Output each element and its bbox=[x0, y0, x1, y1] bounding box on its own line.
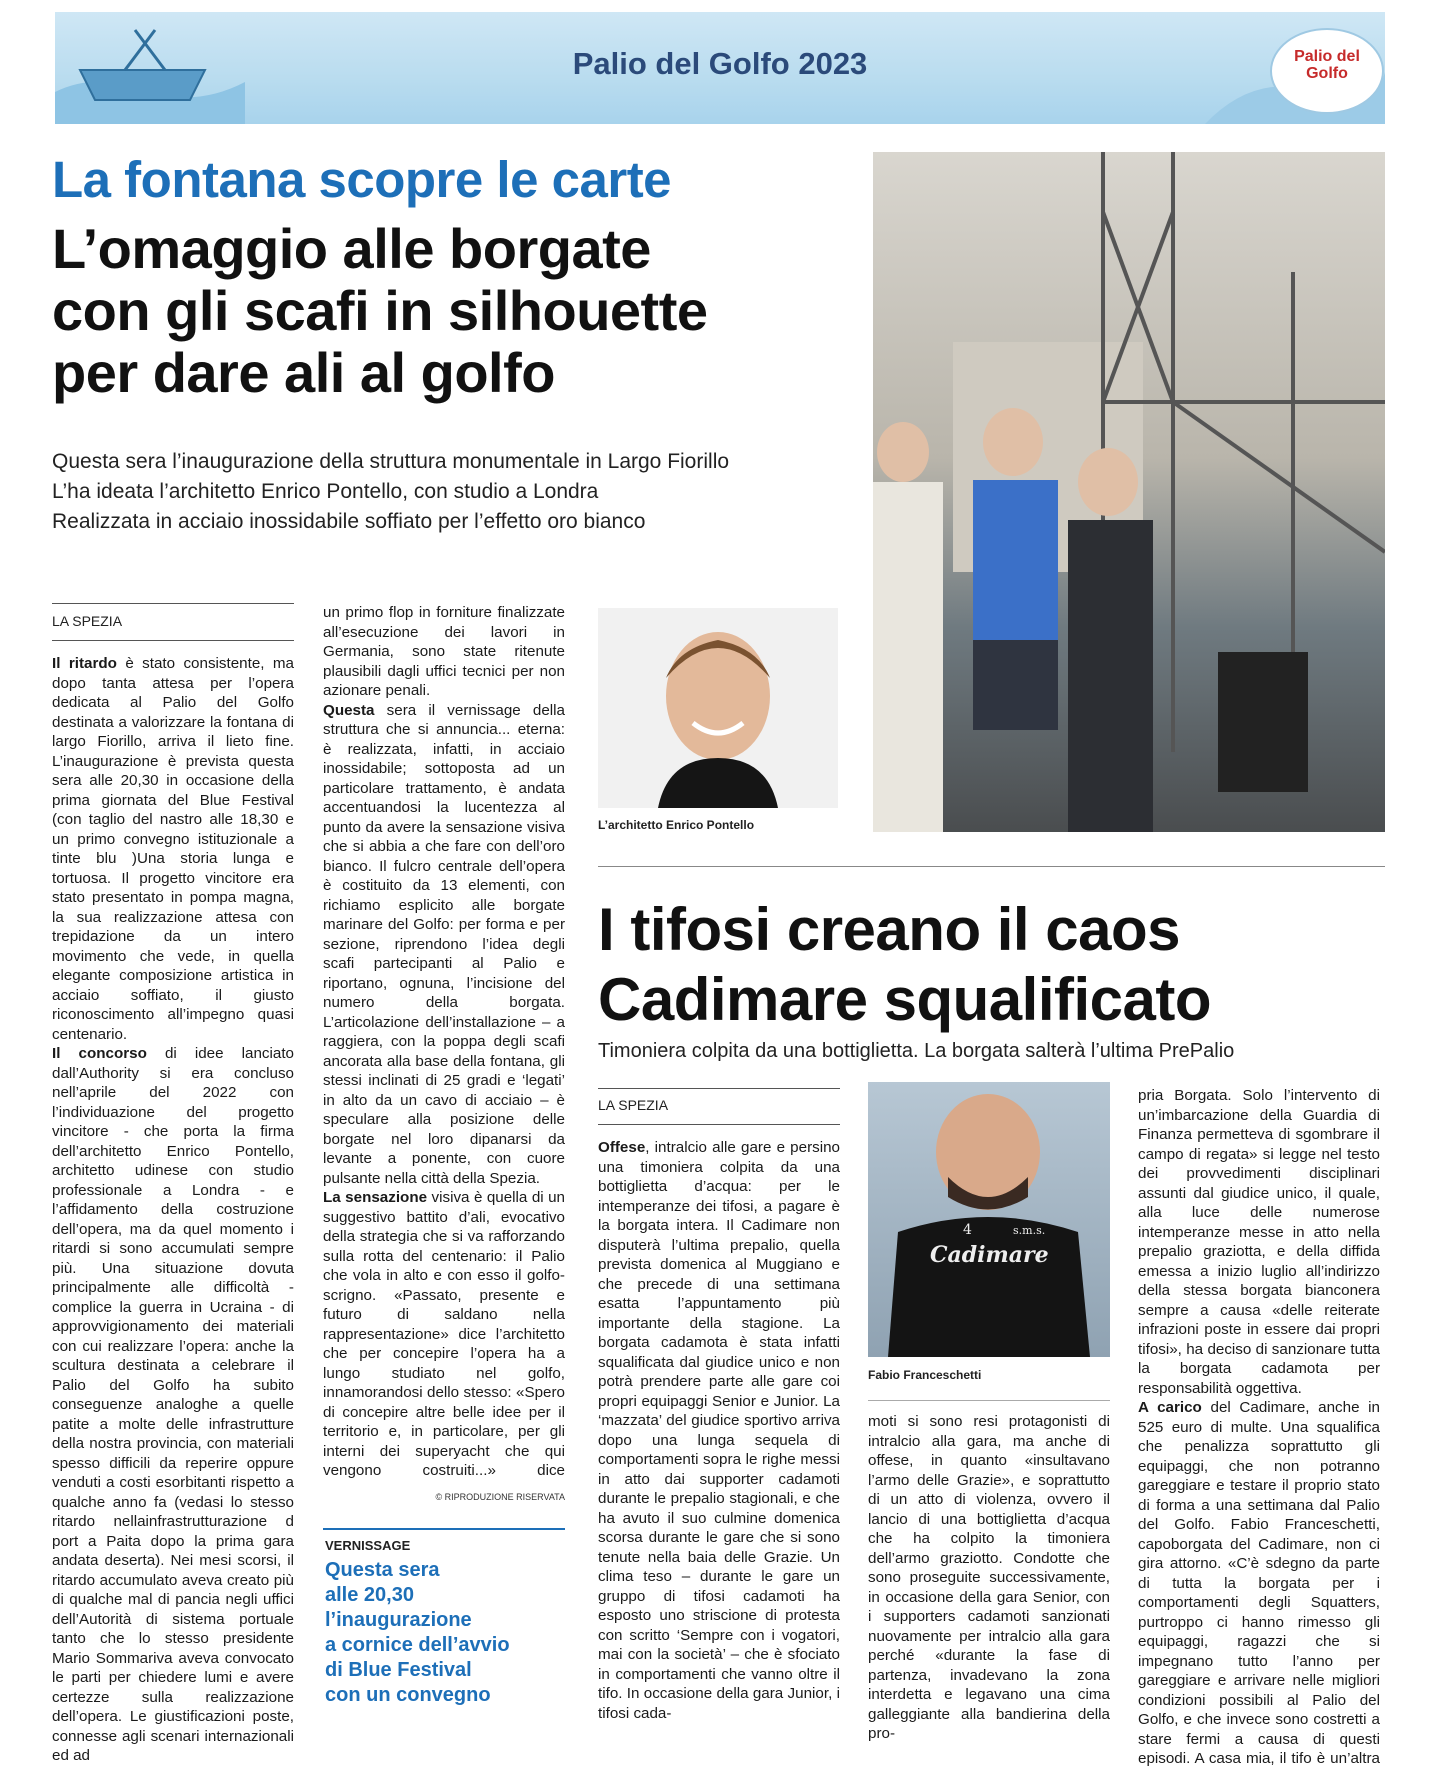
vernissage-box bbox=[325, 1558, 565, 1708]
headline-line: Cadimare squalificato bbox=[598, 966, 1212, 1033]
shirt-number: 4 bbox=[963, 1222, 972, 1238]
lead-in: Il ritardo bbox=[52, 655, 117, 672]
headline-line: I tifosi creano il caos bbox=[598, 896, 1181, 963]
article-divider bbox=[598, 866, 1385, 867]
lead-in: La sensazione bbox=[323, 1189, 428, 1206]
sub-line: L’ha ideata l’architetto Enrico Pontello, con studio a Londra bbox=[52, 480, 599, 503]
article1-subheadline bbox=[52, 447, 842, 537]
section-header-band bbox=[55, 12, 1385, 124]
body-text: , intralcio alle gare e persino una timoniera colpita da una bottiglietta d’acqua: per le intemperanze dei tifosi, a pagare è la borgata intera. Il Cadimare non disputerà l’ultima prepalio, quella prevista domenica al Muggiano e che precede di una settimana esatta l’appuntamento più importante della stagione. La borgata cadamota è stata infatti squalificata dal giudice unico e non potrà prendere parte alle gare coi propri equipaggi Senior e Junior. La ‘mazzata’ del giudice sportivo arriva dopo una lunga sequela di comportamenti sopra le righe messi in atto dai supporter cadamoti durante le prepalio stagionali, e che ha avuto il suo culmine domenica scorsa durante le gare che si sono tenute nella baia delle Grazie. Un clima teso – durante le gare un gruppo di tifosi cadamoti ha esposto uno striscione di protesta con scritto ‘Sempre con i vogatori, mai con la società’ – che è sfociato in comportamenti che vanno oltre il tifo. In occasione della gara Junior, i tifosi cada- bbox=[598, 1139, 840, 1722]
body-text: di idee lanciato dall’Authority si era concluso nell’aprile del 2022 con l’individuazione del progetto vincitore - che porta la firma dell’architetto Enrico Pontello, architetto udinese con studio professionale a Londra - e l’affidamento della costruzione dell’opera, ma da quel momento i ritardi si sono accumulati sempre più. Una situazione dovuta principalmente alle difficoltà - complice la guerra in Ucraina - di approvvigionamento dei materiali con cui realizzare l’opera: anche la scultura destinata a celebrare il Palio del Golfo ha subito conseguenze analoghe a quelle patite a molte delle infrastrutture della nostra provincia, con materiali spesso difficili da reperire oppure venduti a costi esorbitanti rispetto a qualche anno fa (vedasi lo stesso ritardo nellainfrastrutturazione d port a Paita dopo la prima gara andata deserta). Nei mesi scorsi, il ritardo accumulato aveva creato più di qualche mal di pancia negli uffici dell’Autorità di sistema portuale tanto che lo stesso presidente Mario Sommariva aveva convocato le parti per chiedere lumi e avere certezze sulla realizzazione dell’opera. Le giustificazioni poste, connesse agli scenari internazionali ed ad bbox=[52, 1045, 294, 1764]
caption-rule bbox=[868, 1400, 1110, 1401]
body-text: un primo flop in forniture finalizzate all’esecuzione dei lavori in Germania, sono state ritenute plausibili dagli uffici tecnici per non azionare penali. bbox=[323, 604, 565, 699]
box-line: Questa sera bbox=[325, 1559, 440, 1581]
franceschetti-photo bbox=[868, 1082, 1110, 1357]
article1-kicker: La fontana scopre le carte bbox=[52, 151, 672, 208]
body-text: pria Borgata. Solo l’intervento di un’imbarcazione della Guardia di Finanza permetteva di sgombrare il campo di regata» si legge nel testo dei provvedimenti disciplinari assunti dal giudice unico, il quale, alla luce delle numerose intemperanze messe in atto nella prepalio graziotta, e della diffida emessa a inizio luglio all’indirizzo della stessa borgata bianconera sempre a causa «delle reiterate infrazioni poste in essere dai propri tifosi», ha deciso di sanzionare tutta la borgata cadamota per responsabilità oggettiva. bbox=[1138, 1087, 1380, 1397]
article2-column-3 bbox=[1138, 1086, 1380, 1768]
headline-line: L’omaggio alle borgate bbox=[52, 217, 651, 280]
box-line: l’inaugurazione bbox=[325, 1609, 472, 1631]
body-text: moti si sono resi protagonisti di intralcio alla gara, ma anche di offese, in quanto «insultavano l’armo delle Grazie», e soprattutto di un atto di violenza, ovvero il lancio di una bottiglietta d’acqua che ha colpito la timoniera dell’armo graziotto. Condotte che sono proseguite successivamente, in occasione della gara Senior, con i supporters cadamoti sanzionati nuovamente per intralcio alla gara perché «durante la fase di partenza, invadevano la zona interdetta e legavano una cima galleggiante alla bandierina della pro- bbox=[868, 1413, 1110, 1742]
article2-column-1 bbox=[598, 1138, 840, 1768]
article1-column-2 bbox=[323, 603, 565, 1483]
headline-line: con gli scafi in silhouette bbox=[52, 279, 708, 342]
column-rule bbox=[598, 1124, 840, 1125]
shirt-tag: s.m.s. bbox=[1013, 1224, 1046, 1237]
section-title: Palio del Golfo 2023 bbox=[572, 46, 868, 81]
box-line: alle 20,30 bbox=[325, 1584, 414, 1606]
article1-column-1 bbox=[52, 654, 294, 1766]
portrait-photo bbox=[598, 608, 838, 808]
sub-line: Realizzata in acciaio inossidabile soffiato per l’effetto oro bianco bbox=[52, 510, 646, 533]
article1-headline bbox=[52, 218, 708, 404]
body-text: sera il vernissage della struttura che si annuncia... eterna: è realizzata, infatti, in acciaio inossidabile; sottoposta ad un particolare trattamento, è andata accentuandosi la lucentezza al punto da avere la sensazione visiva che si abbia a che fare con dell’oro bianco. Il fulcro centrale dell’opera è costituito da 13 elementi, con richiamo esplicito alle borgate marinare del Golfo: per forma e per sezione, riprendono l’idea degli scafi partecipanti al Palio e riportano, ognuna, l’incisione del numero della borgata. L’articolazione dell’installazione – a raggiera, con la poppa degli scafi ancorata alla base della fontana, gli stessi inclinati di 25 gradi e ‘legati’ in alto da un cavo di acciaio – è speculare alla posizione delle borgate nel loro dipanarsi da levante a ponente, con cuore pulsante nella città della Spezia. bbox=[323, 701, 565, 1187]
shirt-name: Cadimare bbox=[930, 1242, 1049, 1268]
body-text: del Cadimare, anche in 525 euro di multe. Una squalifica che penalizza soprattutto gli equipaggi, che non potranno gareggiare e testare il proprio stato di forma a una settimana dal Palio del Golfo. Fabio Franceschetti, capoborgata del Cadimare, non ci gira attorno. «C’è sdegno da parte di tutta la borgata per i comportamenti degli Squatters, purtroppo ci hanno rimesso gli equipaggi, ragazzi che si impegnano tutto l’anno per gareggiare e arrivare nelle migliori condizioni possibili al Palio del Golfo, e che invece sono costretti a stare fermi a causa di questi episodi. A casa mia, il tifo è un’altra bbox=[1138, 1399, 1380, 1767]
body-text: visiva è quella di un suggestivo battito d’ali, evocativo della strategia che si va rafforzando sulla rotta del centenario: il Palio che vola in alto e con esso il golfo-scrigno. «Passato, presente e futuro di saldano nella rappresentazione» dice l’architetto che per concepire l’opera ha a lungo studiato nel golfo, innamorandosi dello stesso: «Spero di concepire altre belle idee per il territorio e, in particolare, per gli interni dei superyacht che qui vengono costruiti...» dice bbox=[323, 1189, 565, 1479]
man-in-tshirt bbox=[868, 1082, 1110, 1357]
scaffold-group-photo bbox=[873, 152, 1385, 832]
article1-dateline: LA SPEZIA bbox=[52, 613, 123, 629]
column-rule bbox=[52, 603, 294, 604]
portrait-figure bbox=[598, 608, 838, 808]
box-line: di Blue Festival bbox=[325, 1659, 472, 1681]
lead-in: Il concorso bbox=[52, 1045, 147, 1062]
portrait-caption: L’architetto Enrico Pontello bbox=[598, 818, 755, 832]
box-line: a cornice dell’avvio bbox=[325, 1634, 510, 1656]
lead-in: Questa bbox=[323, 701, 375, 719]
article2-subheadline: Timoniera colpita da una bottiglietta. La borgata salterà l’ultima PrePalio bbox=[598, 1040, 1235, 1062]
copyright-note: © RIPRODUZIONE RISERVATA bbox=[435, 1492, 565, 1502]
box-rule bbox=[323, 1528, 565, 1530]
headline-line: per dare ali al golfo bbox=[52, 341, 555, 404]
article2-headline bbox=[598, 895, 1211, 1035]
column-rule bbox=[52, 640, 294, 641]
logo-text: Palio del Golfo bbox=[1294, 48, 1360, 82]
article2-dateline: LA SPEZIA bbox=[598, 1097, 669, 1113]
body-text: è stato consistente, ma dopo tanta attesa per l’opera dedicata al Palio del Golfo destinata a valorizzare la fontana di largo Fiorillo, arriva il lieto fine. L’inaugurazione è prevista questa sera alle 20,30 in occasione della prima giornata del Blue Festival (con taglio del nastro alle 18,30 e un primo convegno istituzionale a tinte blu )Una storia lunga e tortuosa. Il progetto vincitore era stato presentato in pompa magna, la sua realizzazione attesa con trepidazione da un intero movimento che vede, in quella elegante composizione artistica in acciaio soffiato, il giusto riconoscimento all’impegno quasi centenario. bbox=[52, 655, 294, 1043]
article2-column-2 bbox=[868, 1412, 1110, 1768]
box-label: VERNISSAGE bbox=[325, 1538, 411, 1553]
franceschetti-caption: Fabio Franceschetti bbox=[868, 1368, 982, 1382]
lead-in: Offese bbox=[598, 1139, 646, 1156]
main-photo bbox=[873, 152, 1385, 832]
lead-in: A carico bbox=[1138, 1399, 1202, 1416]
palio-logo bbox=[1270, 28, 1384, 114]
sub-line: Questa sera l’inaugurazione della struttura monumentale in Largo Fiorillo bbox=[52, 450, 730, 473]
box-line: con un convegno bbox=[325, 1684, 491, 1706]
column-rule bbox=[598, 1088, 840, 1089]
